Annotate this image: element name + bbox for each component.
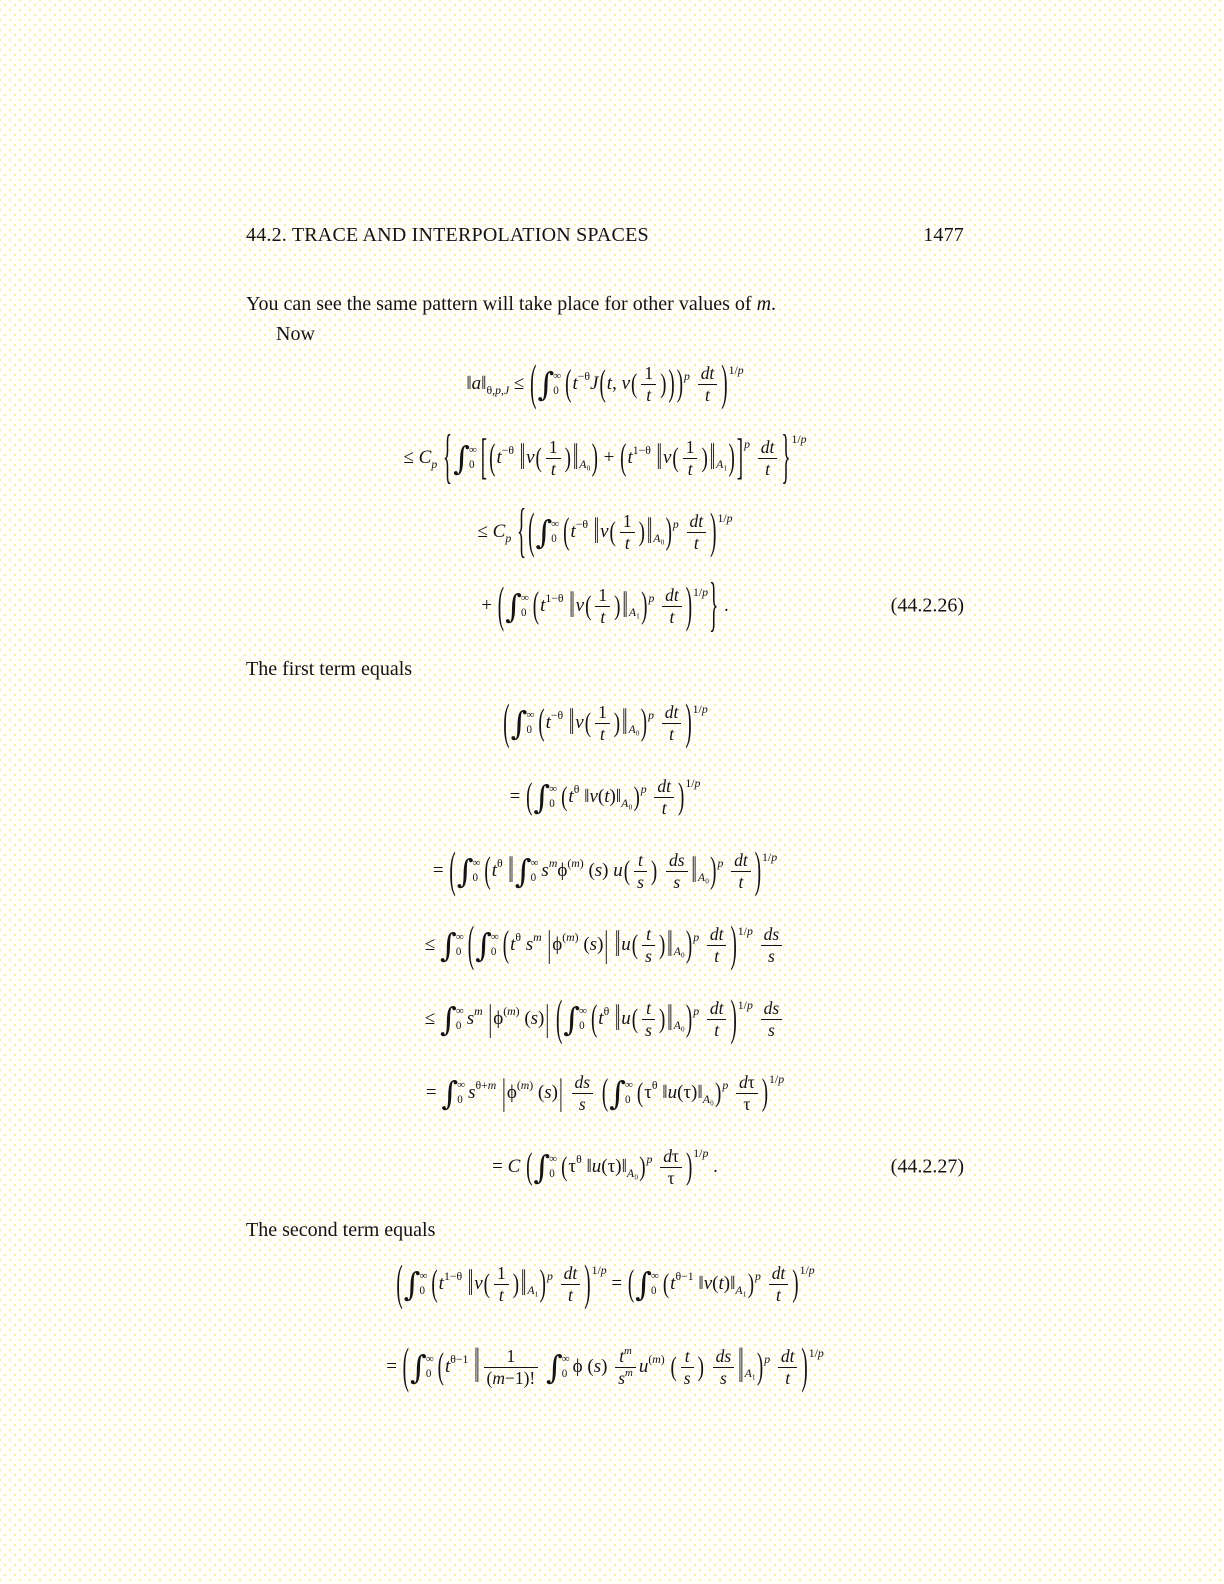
intro-paragraph: You can see the same pattern will take place for other values of m. (246, 293, 777, 315)
equation (246, 1131, 964, 1203)
equation (246, 909, 964, 981)
equation-math: ≤ ∫ ∞ 0 (∫ ∞ 0 ($t^\theta$ $s^m$ $|\phi^{(m)}$ (s)| ‖u( $\frac{t}{s}$ ) $‖_{A_0})^p$ $\frac{dt}{t}$ )$^{1/p}$ $\frac{ds}{s}$ (425, 924, 785, 967)
equation-math: = (∫ ∞ 0 ($t^\theta$ ‖∫ ∞ 0 $s^m\phi^{(m)}$ (s) u( $\frac{t}{s}$ ) $\frac{ds}{s}$ $‖_{A_0})^p$ $\frac{dt}{t}$ )$^{1/p}$ (432, 843, 778, 899)
equation-math: = (∫ ∞ 0 ($t^{\theta-1}$ ‖ $\frac{1}{(m-1)!}$ ∫ ∞ 0 ϕ (s) $\frac{t^m}{s^m}$ $u^{(m)}$ ( $\frac{t}{s}$ ) $\frac{ds}{s}$ $‖_{A_1})^p$ $\frac{dt}{t}$ )$^{1/p}$ (386, 1339, 824, 1395)
section-title: 44.2. TRACE AND INTERPOLATION SPACES (246, 224, 649, 246)
page-content (246, 224, 964, 1414)
equation-math: + (∫ ∞ 0 ($t^{1-\theta}$ ‖v( $\frac{1}{t}$ ) $‖_{A_1})^p$ $\frac{dt}{t}$ )$^{1/p}$} . (481, 572, 729, 640)
equation-math: ≤ $C_p$ { (∫ ∞ 0 ($t^{-\theta}$ ‖v( $\frac{1}{t}$ ) $‖_{A_0})^p$ $\frac{dt}{t}$ )$^{1/p}$ (477, 498, 733, 566)
equation (246, 761, 964, 833)
equation-math: (∫ ∞ 0 ($t^{-\theta}$ ‖v( $\frac{1}{t}$ ) $‖_{A_0})^p$ $\frac{dt}{t}$ )$^{1/p}$ (503, 695, 708, 751)
equation (246, 1057, 964, 1129)
equation (246, 1322, 964, 1412)
equation (246, 496, 964, 568)
equation-number: (44.2.27) (890, 1155, 964, 1178)
first-term-label: The first term equals (246, 658, 413, 680)
equation-math: $‖a‖_{\theta,p,J}$ ≤ (∫ ∞ 0 ($t^{-\theta}J(t$, v( $\frac{1}{t}$ ) ) )$^p$ $\frac{dt}{t}$ )$^{1/p}$ (466, 356, 744, 412)
equation-math: ≤ ∫ ∞ 0 $s^m$ $|\phi^{(m)}$ (s)| (∫ ∞ 0 ($t^\theta$ ‖u( $\frac{t}{s}$ ) $‖_{A_0})^p$ $\frac{dt}{t}$ )$^{1/p}$ $\frac{ds}{s}$ (425, 998, 785, 1041)
equation-math: ≤ $C_p$ {∫ ∞ 0 [ ($t^{-\theta}$ ‖v( $\frac{1}{t}$ ) $‖_{A_0}) + (t^{1-\theta}$ ‖v( $\frac{1}{t}$ ) $‖_{A_1}$) ]$^p$ $\frac{dt}{t}$ }$^{1/p}$ (403, 424, 807, 492)
equation (246, 570, 964, 642)
second-term-label: The second term equals (246, 1219, 436, 1241)
equation-math: = ∫ ∞ 0 $s^{\theta+m}$ $|\phi^{(m)}$ (s)| $\frac{ds}{s}$ (∫ ∞ 0 ($\tau^\theta$ $‖u(\tau)‖_{A_0})^p$ $\frac{d\tau}{\tau}$ )$^{1/p}$ (425, 1071, 785, 1114)
equation (246, 983, 964, 1055)
equation (246, 835, 964, 907)
equation (246, 348, 964, 420)
now-paragraph: Now (276, 323, 315, 345)
equation-number: (44.2.26) (890, 594, 964, 617)
equation-math: = C (∫ ∞ 0 ($\tau^\theta$ $‖u(\tau)‖_{A_0})^p$ $\frac{d\tau}{\tau}$ )$^{1/p}$ . (492, 1145, 718, 1188)
equation (246, 422, 964, 494)
equation (246, 1248, 964, 1320)
equation-math: = (∫ ∞ 0 ($t^\theta$ $‖v(t)‖_{A_0})^p$ $\frac{dt}{t}$ )$^{1/p}$ (509, 775, 701, 818)
page-number: 1477 (923, 224, 964, 246)
equation (246, 687, 964, 759)
equation-math: (∫ ∞ 0 ($t^{1-\theta}$ ‖v( $\frac{1}{t}$ ) $‖_{A_1})^p$ $\frac{dt}{t}$ )$^{1/p}$ = (∫ ∞ 0 ($t^{\theta-1}$ $‖v(t)‖_{A_1})^p$ $\frac{dt}{t}$ )$^{1/p}$ (396, 1256, 815, 1312)
page-header (246, 224, 964, 247)
